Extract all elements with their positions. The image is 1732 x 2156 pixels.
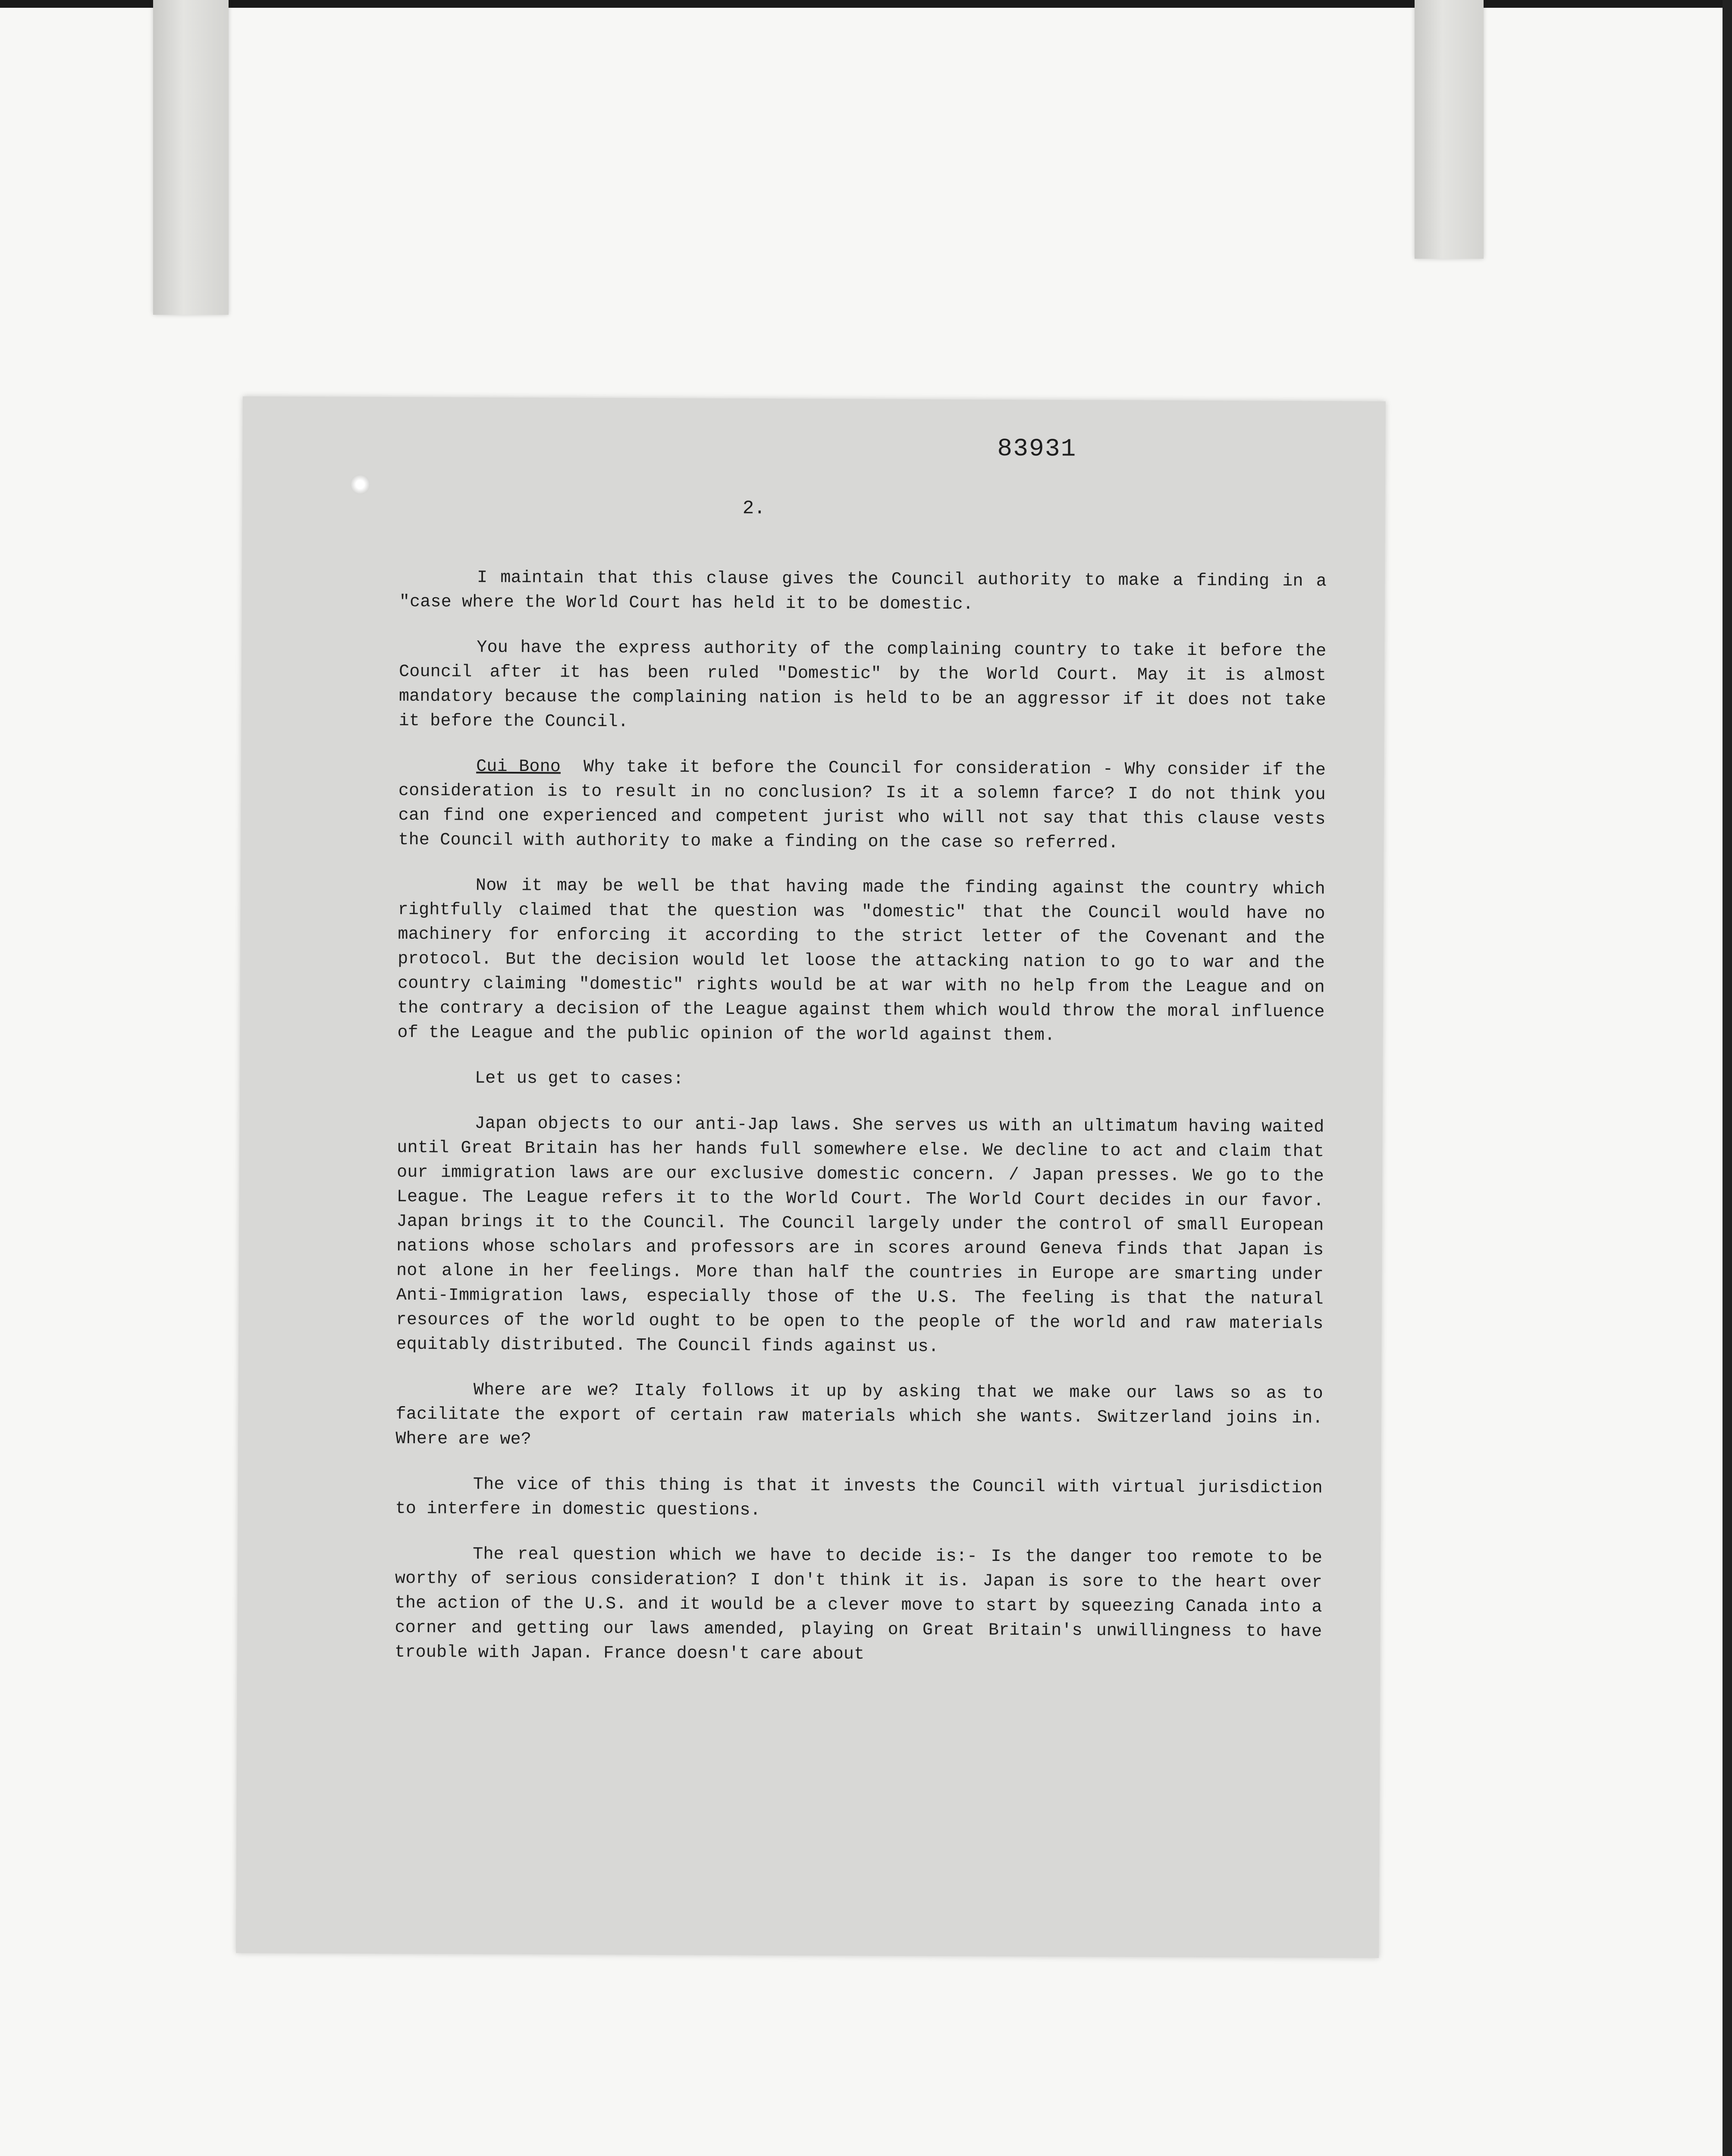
- tape-strip-top-left: [153, 0, 229, 315]
- paragraph: [398, 754, 1326, 856]
- paragraph: You have the express authority of the complaining country to take it before the Council after it has been ruled "Domestic" by the World Court. May it is almost mandatory because the complaining nation is held to be an aggressor if it does not take it before the Council.: [398, 638, 1327, 732]
- paragraph: Where are we? Italy follows it up by asking that we make our laws so as to facilitate the export of certain raw materials which she wants. Switzerland joins in. Where are we?: [395, 1380, 1323, 1450]
- scan-frame-right: [1723, 0, 1732, 2156]
- document-number: 83931: [997, 435, 1077, 464]
- paragraph: Let us get to cases:: [474, 1069, 684, 1089]
- paragraph: Japan objects to our anti-Jap laws. She serves us with an ultimatum having waited until Great Britain has her hands full somewhere else. We decline to act and claim that our immigration laws are our exclusive domestic concern. / Japan presses. We go to the League. The League refers it to the World Court. The World Court decides in our favor. Japan brings it to the Council. The Council largely under the control of small European nations whose scholars and professors are in scores around Geneva finds that Japan is not alone in her feelings. More than half the countries in Europe are smarting under Anti-Immigration laws, especially those of the U.S. The feeling is that the natural resources of the world ought to be open to the people of the world and raw materials equitably distributed. The Council finds against us.: [396, 1114, 1324, 1357]
- page-number: 2.: [742, 498, 766, 520]
- punch-hole: [350, 474, 370, 494]
- document-body: [395, 565, 1327, 1689]
- paragraph: Now it may be well be that having made the finding against the country which rightfully claimed that the question was "domestic" that the Council would have no machinery for enforcing it according to the strict letter of the Covenant and the protocol. But the decision would let loose the attacking nation to go to war and the country claiming "domestic" rights would be at war with no help from the League and on the contrary a decision of the League against them which would throw the moral influence of the League and the public opinion of the world against them.: [397, 876, 1326, 1046]
- tape-strip-top-right: [1415, 0, 1484, 259]
- paragraph-text: Why take it before the Council for consideration - Why consider if the consideration is to result in no conclusion? Is it a solemn farce? I do not think you can find one experienced and competent jurist who will not say that this clause vests the Council with authority to make a finding on the case so referred.: [398, 757, 1326, 853]
- cui-bono-heading: Cui Bono: [476, 757, 561, 777]
- paragraph: The vice of this thing is that it invests the Council with virtual jurisdiction to interfere in domestic questions.: [395, 1475, 1323, 1520]
- typed-page: [236, 396, 1386, 1958]
- paragraph: The real question which we have to decide is:- Is the danger too remote to be worthy of serious consideration? I don't think it is. Japan is sore to the heart over the action of the U.S. and it would be a clever move to start by squeezing Canada into a corner and getting our laws amended, playing on Great Britain's unwillingness to have trouble with Japan. France doesn't care about: [395, 1545, 1323, 1664]
- paragraph: I maintain that this clause gives the Council authority to make a finding in a "case where the World Court has held it to be domestic.: [399, 568, 1327, 614]
